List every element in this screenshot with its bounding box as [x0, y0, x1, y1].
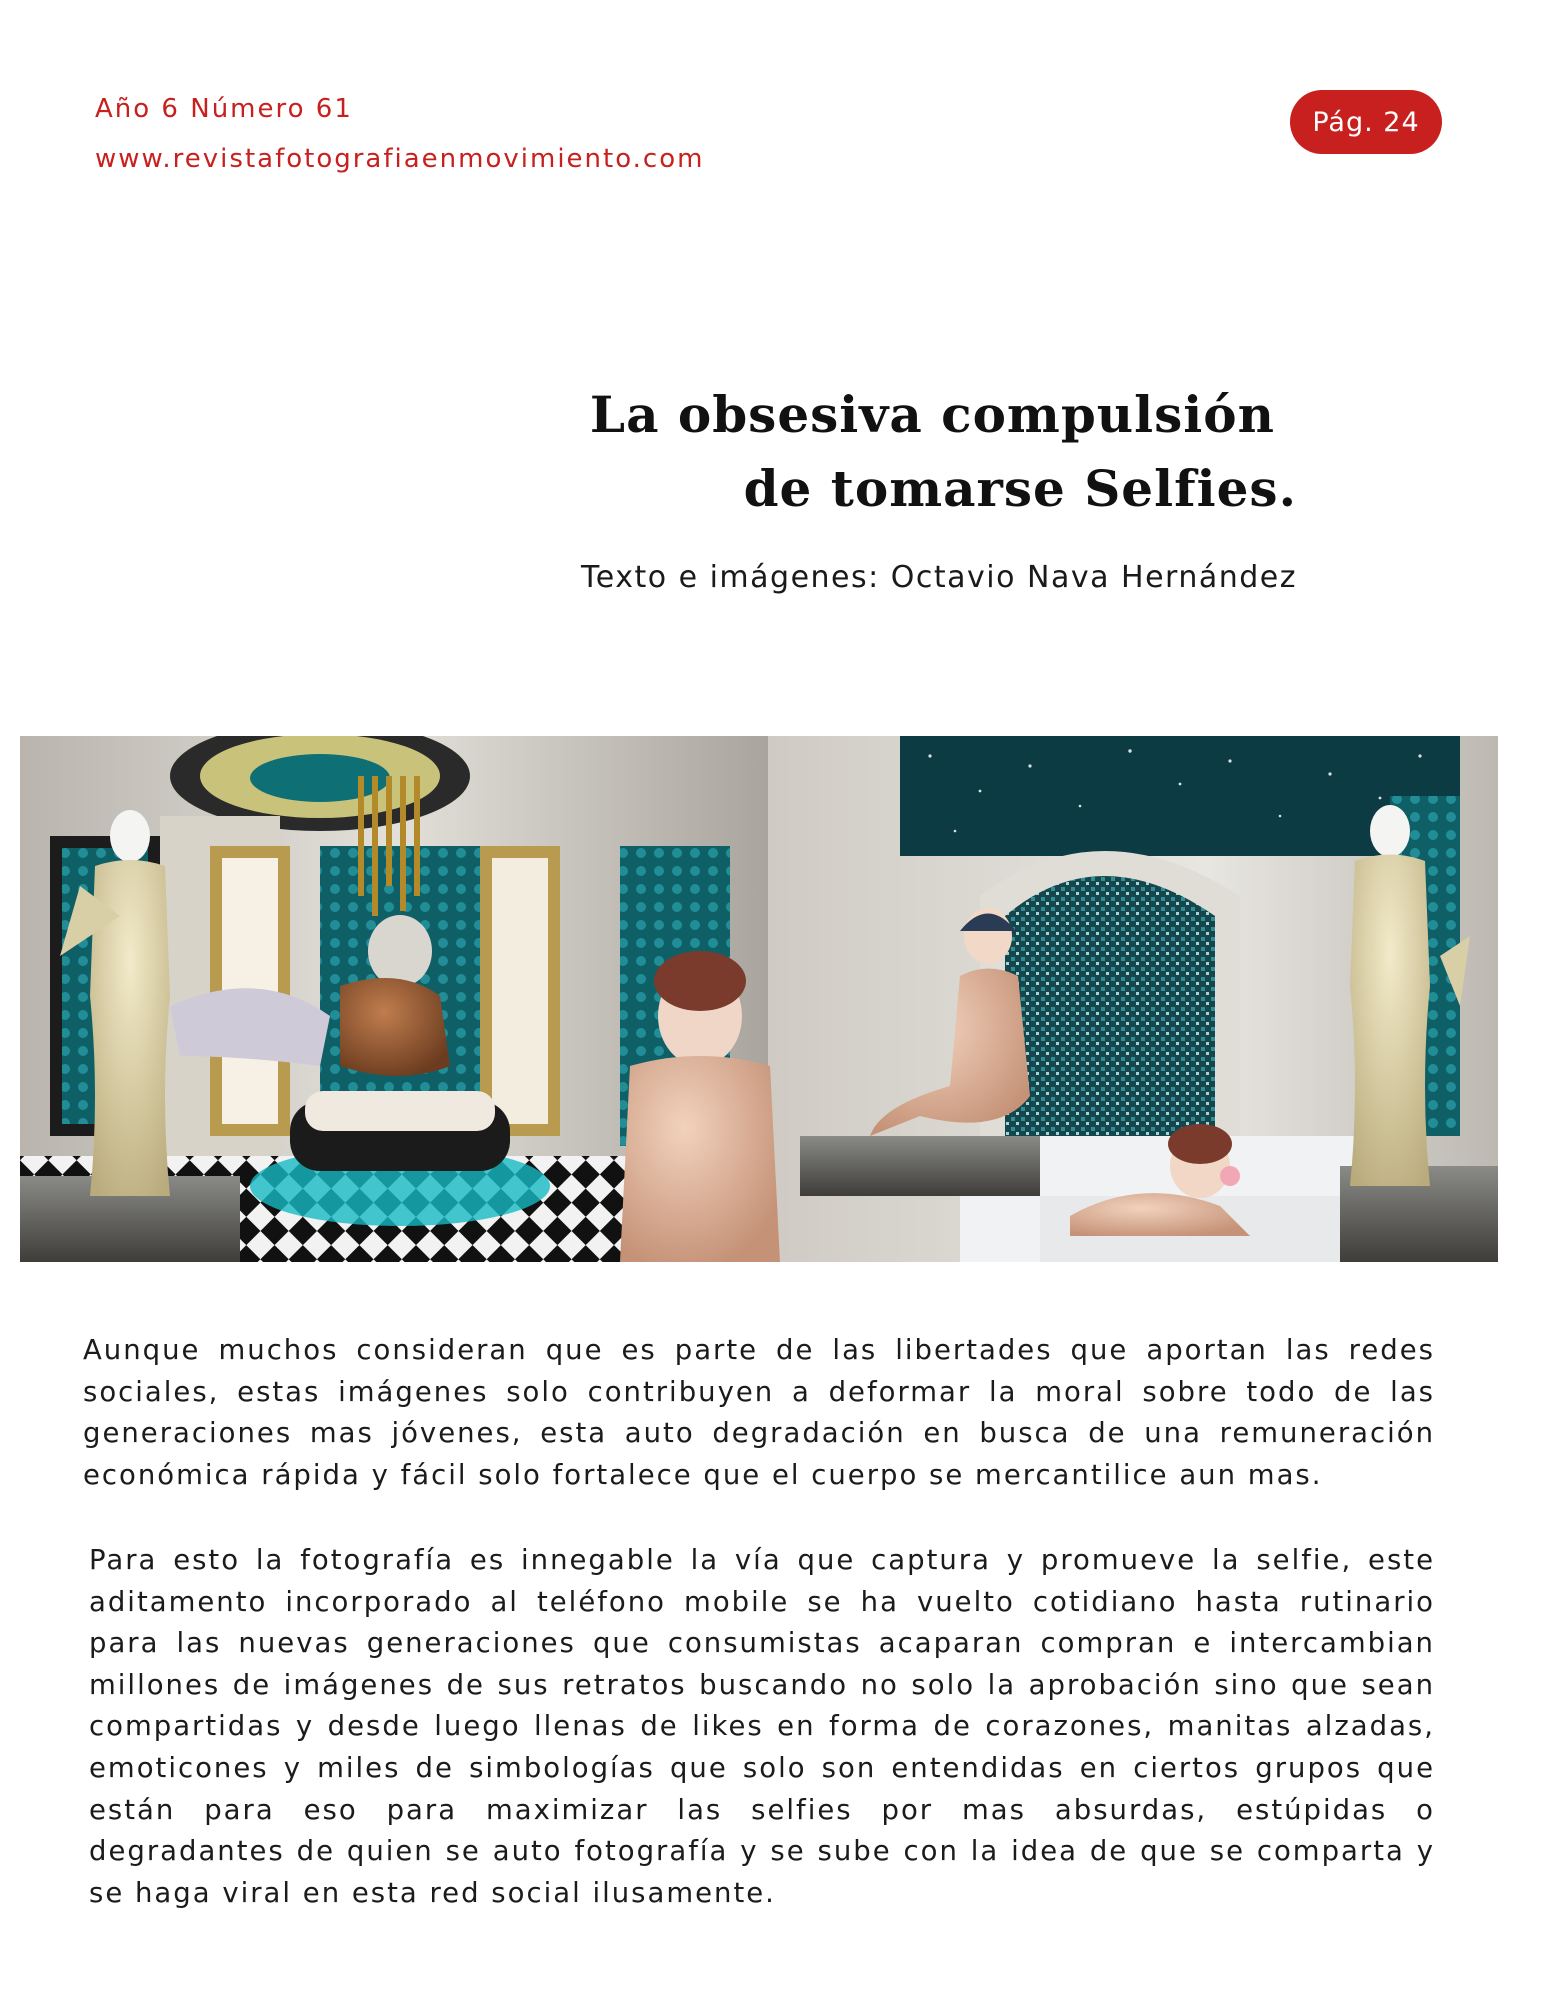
masthead — [95, 84, 704, 184]
page-number-badge: Pág. 24 — [1290, 90, 1442, 154]
title-line-1: La obsesiva compulsión — [589, 385, 1275, 444]
byline: Texto e imágenes: Octavio Nava Hernández — [581, 560, 1297, 595]
paragraph-1: Aunque muchos consideran que es parte de las libertades que aportan las redes sociales, estas imágenes solo contribuyen a deformar la moral sobre todo de las generaciones mas jóvenes, esta auto degradación en busca de una remuneración económica rápida y fácil solo fortalece que el cuerpo se mercantilice aun mas. — [83, 1334, 1435, 1491]
issue-number: Año 6 Número 61 — [95, 94, 353, 124]
hero-photo-collage — [20, 736, 1498, 1262]
title-line-2: de tomarse Selfies. — [743, 459, 1297, 518]
article-title — [590, 378, 1297, 526]
website-url[interactable]: www.revistafotografiaenmovimiento.com — [95, 144, 705, 174]
hero-photo-collage-artwork — [20, 736, 1498, 1262]
paragraph-2: Para esto la fotografía es innegable la vía que captura y promueve la selfie, este aditamento incorporado al teléfono mobile se ha vuelto cotidiano hasta rutinario para las nuevas generaciones que consumistas acaparan compran e intercambian millones de imágenes de sus retratos buscando no solo la aprobación sino que sean compartidas y desde luego llenas de likes en forma de corazones, manitas alzadas, emoticones y miles de simbologías que solo son entendidas en ciertos grupos que están para eso para maximizar las selfies por mas absurdas, estúpidas o degradantes de quien se auto fotografía y se sube con la idea de que se comparta y se haga viral en esta red social ilusamente. — [89, 1544, 1435, 1909]
